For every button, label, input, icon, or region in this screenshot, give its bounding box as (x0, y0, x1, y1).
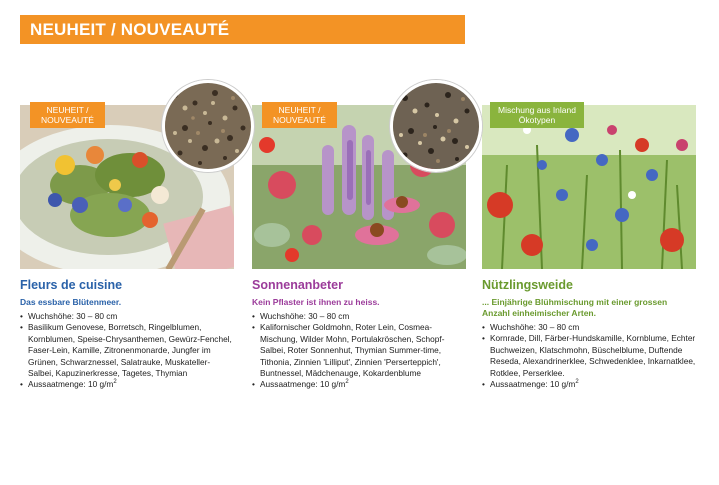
product-details (20, 311, 234, 391)
list-item: • Kalifornischer Goldmohn, Roter Lein, Cosmea-Mischung, Wilder Mohn, Portulakröschen, Schopf-Salbei, Roter Sonnenhut, Thymian Summer-time, Tithonia, Zinnien 'Lilliput', Zinnien 'Perserteppich', Buntnessel, Mädchenauge, Kokardenblume (252, 322, 466, 379)
product-card-nuetzlingsweide (482, 105, 696, 390)
list-item: • Wuchshöhe: 30 – 80 cm (482, 322, 696, 333)
product-details (482, 322, 696, 390)
product-subtitle: Kein Pflaster ist ihnen zu heiss. (252, 297, 380, 307)
seed-rate-label: Aussaatmenge: 10 g/m (260, 379, 346, 390)
product-photo (482, 105, 696, 269)
product-photo (252, 105, 466, 269)
product-card-fleurs-de-cuisine (20, 105, 234, 391)
product-photo (20, 105, 234, 269)
seed-rate-exponent: 2 (345, 379, 349, 386)
wildflower-meadow-image (482, 105, 696, 269)
list-item (20, 379, 234, 390)
list-item (252, 379, 466, 390)
seed-rate-exponent: 2 (575, 379, 579, 386)
product-title: Nützlingsweide (482, 278, 573, 292)
seed-mix-image (162, 80, 254, 172)
new-badge: NEUHEIT / NOUVEAUTÉ (262, 102, 337, 128)
product-subtitle: Das essbare Blütenmeer. (20, 297, 122, 307)
seed-rate-label: Aussaatmenge: 10 g/m (28, 379, 114, 390)
product-card-sonnenanbeter (252, 105, 466, 391)
seed-rate-exponent: 2 (113, 379, 117, 386)
product-subtitle: ... Einjährige Blühmischung mit einer grossen Anzahl einheimischer Arten. (482, 297, 668, 318)
list-item: • Kornrade, Dill, Färber-Hundskamille, Kornblume, Echter Buchweizen, Klatschmohn, Büschelblume, Duftende Reseda, Alexandrinerklee, Schwedenklee, Inkarnatklee, Rotklee, Perserklee. (482, 333, 696, 379)
seed-mix-image (390, 80, 482, 172)
new-badge: NEUHEIT / NOUVEAUTÉ (30, 102, 105, 128)
product-title: Sonnenanbeter (252, 278, 343, 292)
seed-rate-label: Aussaatmenge: 10 g/m (490, 379, 576, 390)
eco-badge: Mischung aus Inland Ökotypen (490, 102, 584, 128)
product-details (252, 311, 466, 391)
list-item: • Basilikum Genovese, Borretsch, Ringelblumen, Kornblumen, Speise-Chrysanthemen, Gewürz-Fenchel, Faser-Lein, Kamille, Zitronenmonarde, Jungfer im Grünen, Schwarznessel, Salatrauke, Muskateller-Salbei, Kapuzinerkresse, Tagetes, Thymian (20, 322, 234, 379)
list-item (482, 379, 696, 390)
list-item: • Wuchshöhe: 30 – 80 cm (252, 311, 466, 322)
product-title: Fleurs de cuisine (20, 278, 123, 292)
banner-title: NEUHEIT / NOUVEAUTÉ (20, 15, 465, 44)
list-item: • Wuchshöhe: 30 – 80 cm (20, 311, 234, 322)
